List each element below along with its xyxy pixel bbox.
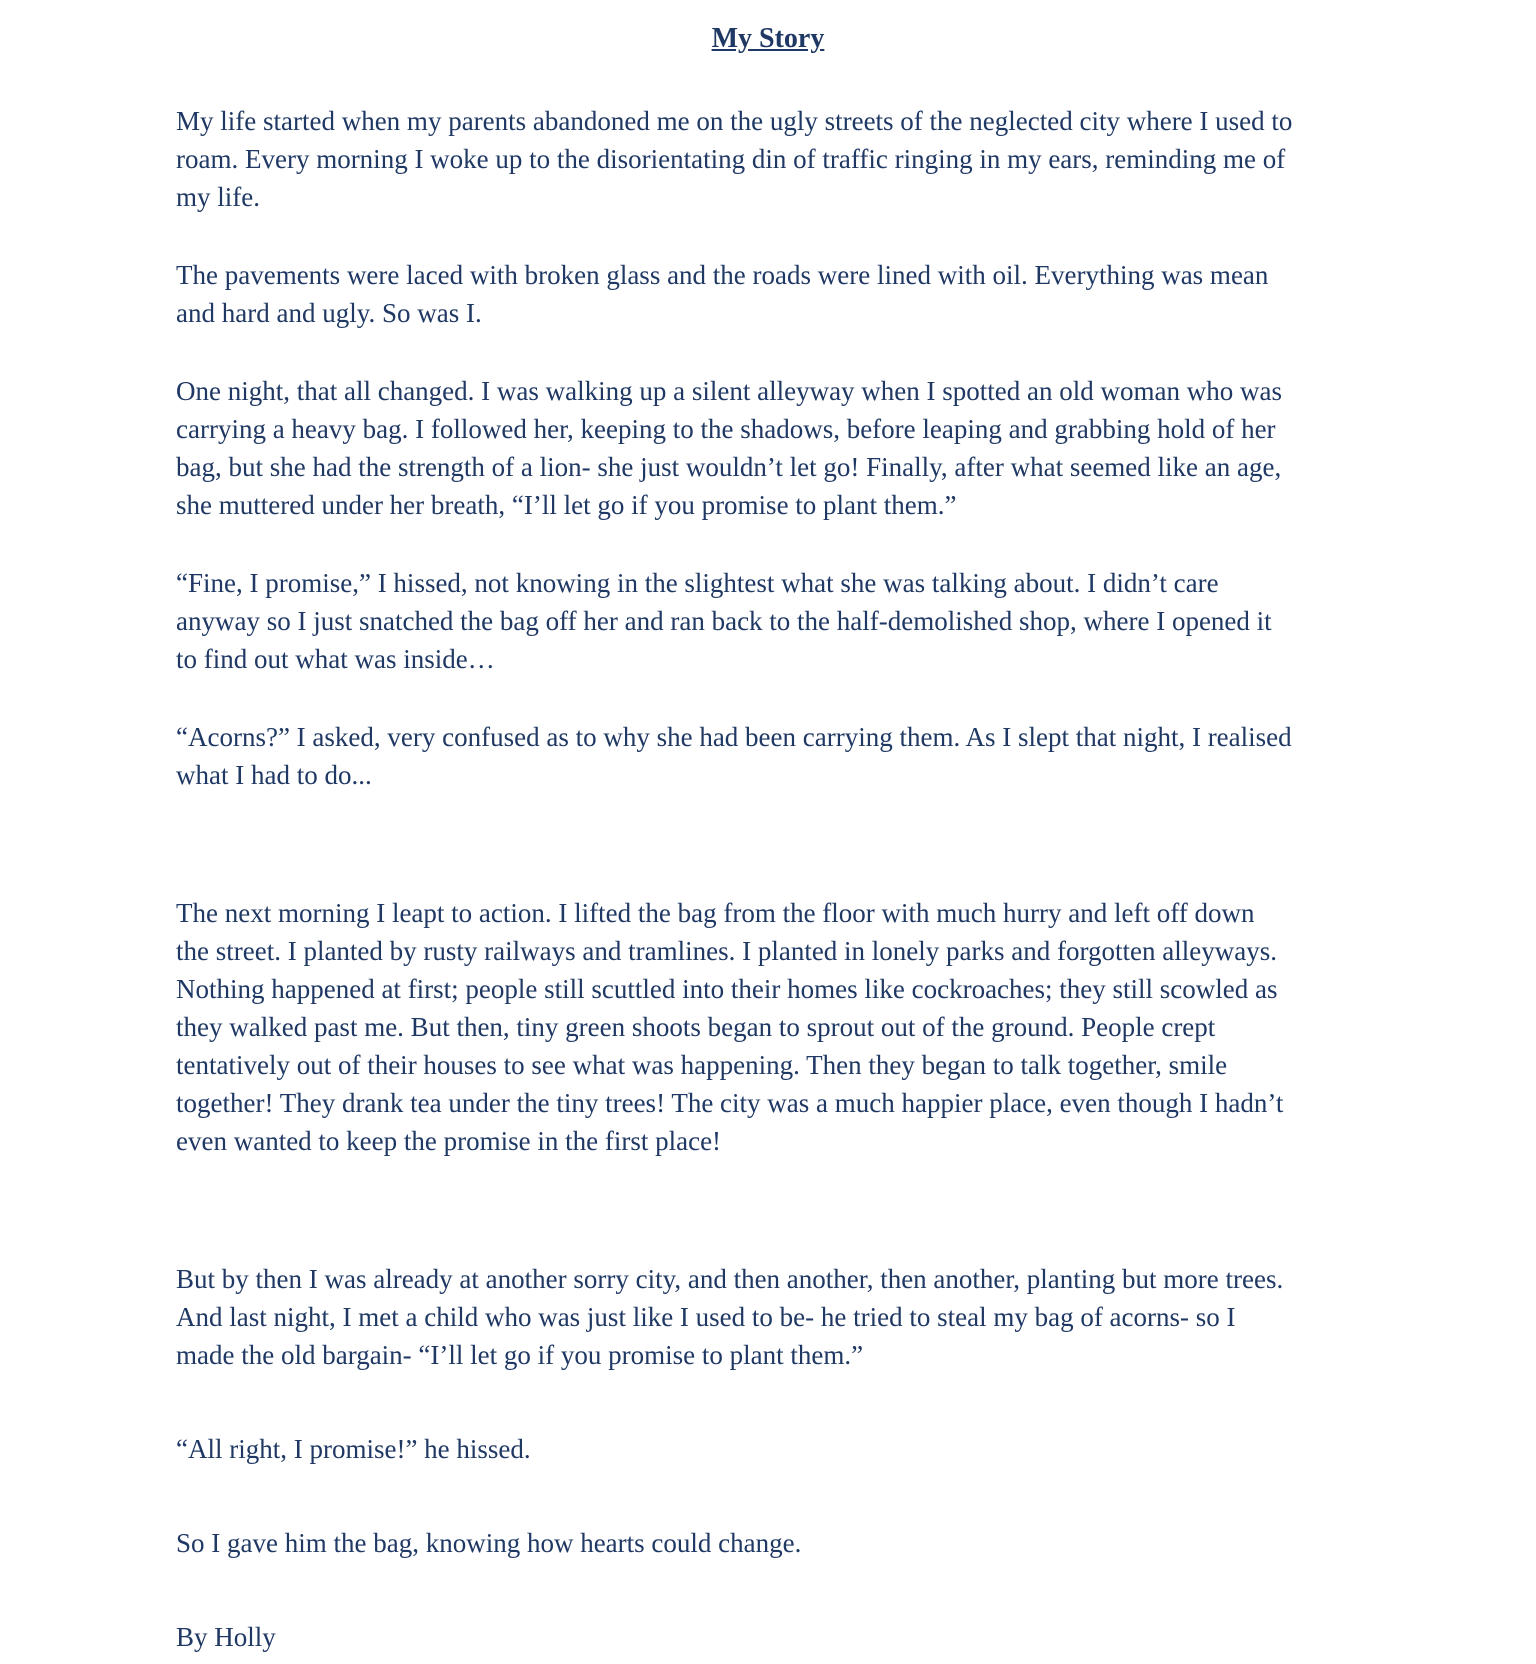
paragraph-3: One night, that all changed. I was walking up a silent alleyway when I spotted an old woman who was carrying a heavy bag. I followed her, keeping to the shadows, before leaping and grabbing hold of her bag, but she had the strength of a lion- she just wouldn’t let go! Finally, after what seemed like an age, she muttered under her breath, “I’ll let go if you promise to plant them.” xyxy=(176,376,1282,520)
paragraph-2: The pavements were laced with broken glass and the roads were lined with oil. Everything was mean and hard and ugly. So was I. xyxy=(176,260,1269,328)
document-body xyxy=(176,102,1294,1656)
paragraph-1: My life started when my parents abandoned me on the ugly streets of the neglected city where I used to roam. Every morning I woke up to the disorientating din of traffic ringing in my ears, reminding me of my life. xyxy=(176,106,1293,212)
paragraph-7: But by then I was already at another sorry city, and then another, then another, planting but more trees. And last night, I met a child who was just like I used to be- he tried to steal my bag of acorns- so I made the old bargain- “I’ll let go if you promise to plant them.” xyxy=(176,1264,1284,1370)
byline: By Holly xyxy=(176,1622,276,1652)
document-title: My Story xyxy=(711,23,825,54)
paragraph-9: So I gave him the bag, knowing how hearts could change. xyxy=(176,1528,802,1558)
paragraph-5: “Acorns?” I asked, very confused as to why she had been carrying them. As I slept that night, I realised what I had to do... xyxy=(176,722,1292,790)
paragraph-6: The next morning I leapt to action. I lifted the bag from the floor with much hurry and left off down the street. I planted by rusty railways and tramlines. I planted in lonely parks and forgotten alleyways. Nothing happened at first; people still scuttled into their homes like cockroaches; they still scowled as they walked past me. But then, tiny green shoots began to sprout out of the ground. People crept tentatively out of their houses to see what was happening. Then they began to talk together, smile together! They drank tea under the tiny trees! The city was a much happier place, even though I hadn’t even wanted to keep the promise in the first place! xyxy=(176,898,1284,1156)
paragraph-8: “All right, I promise!” he hissed. xyxy=(176,1434,531,1464)
paragraph-4: “Fine, I promise,” I hissed, not knowing in the slightest what she was talking about. I didn’t care anyway so I just snatched the bag off her and ran back to the half-demolished shop, where I opened it to find out what was inside… xyxy=(176,568,1272,674)
